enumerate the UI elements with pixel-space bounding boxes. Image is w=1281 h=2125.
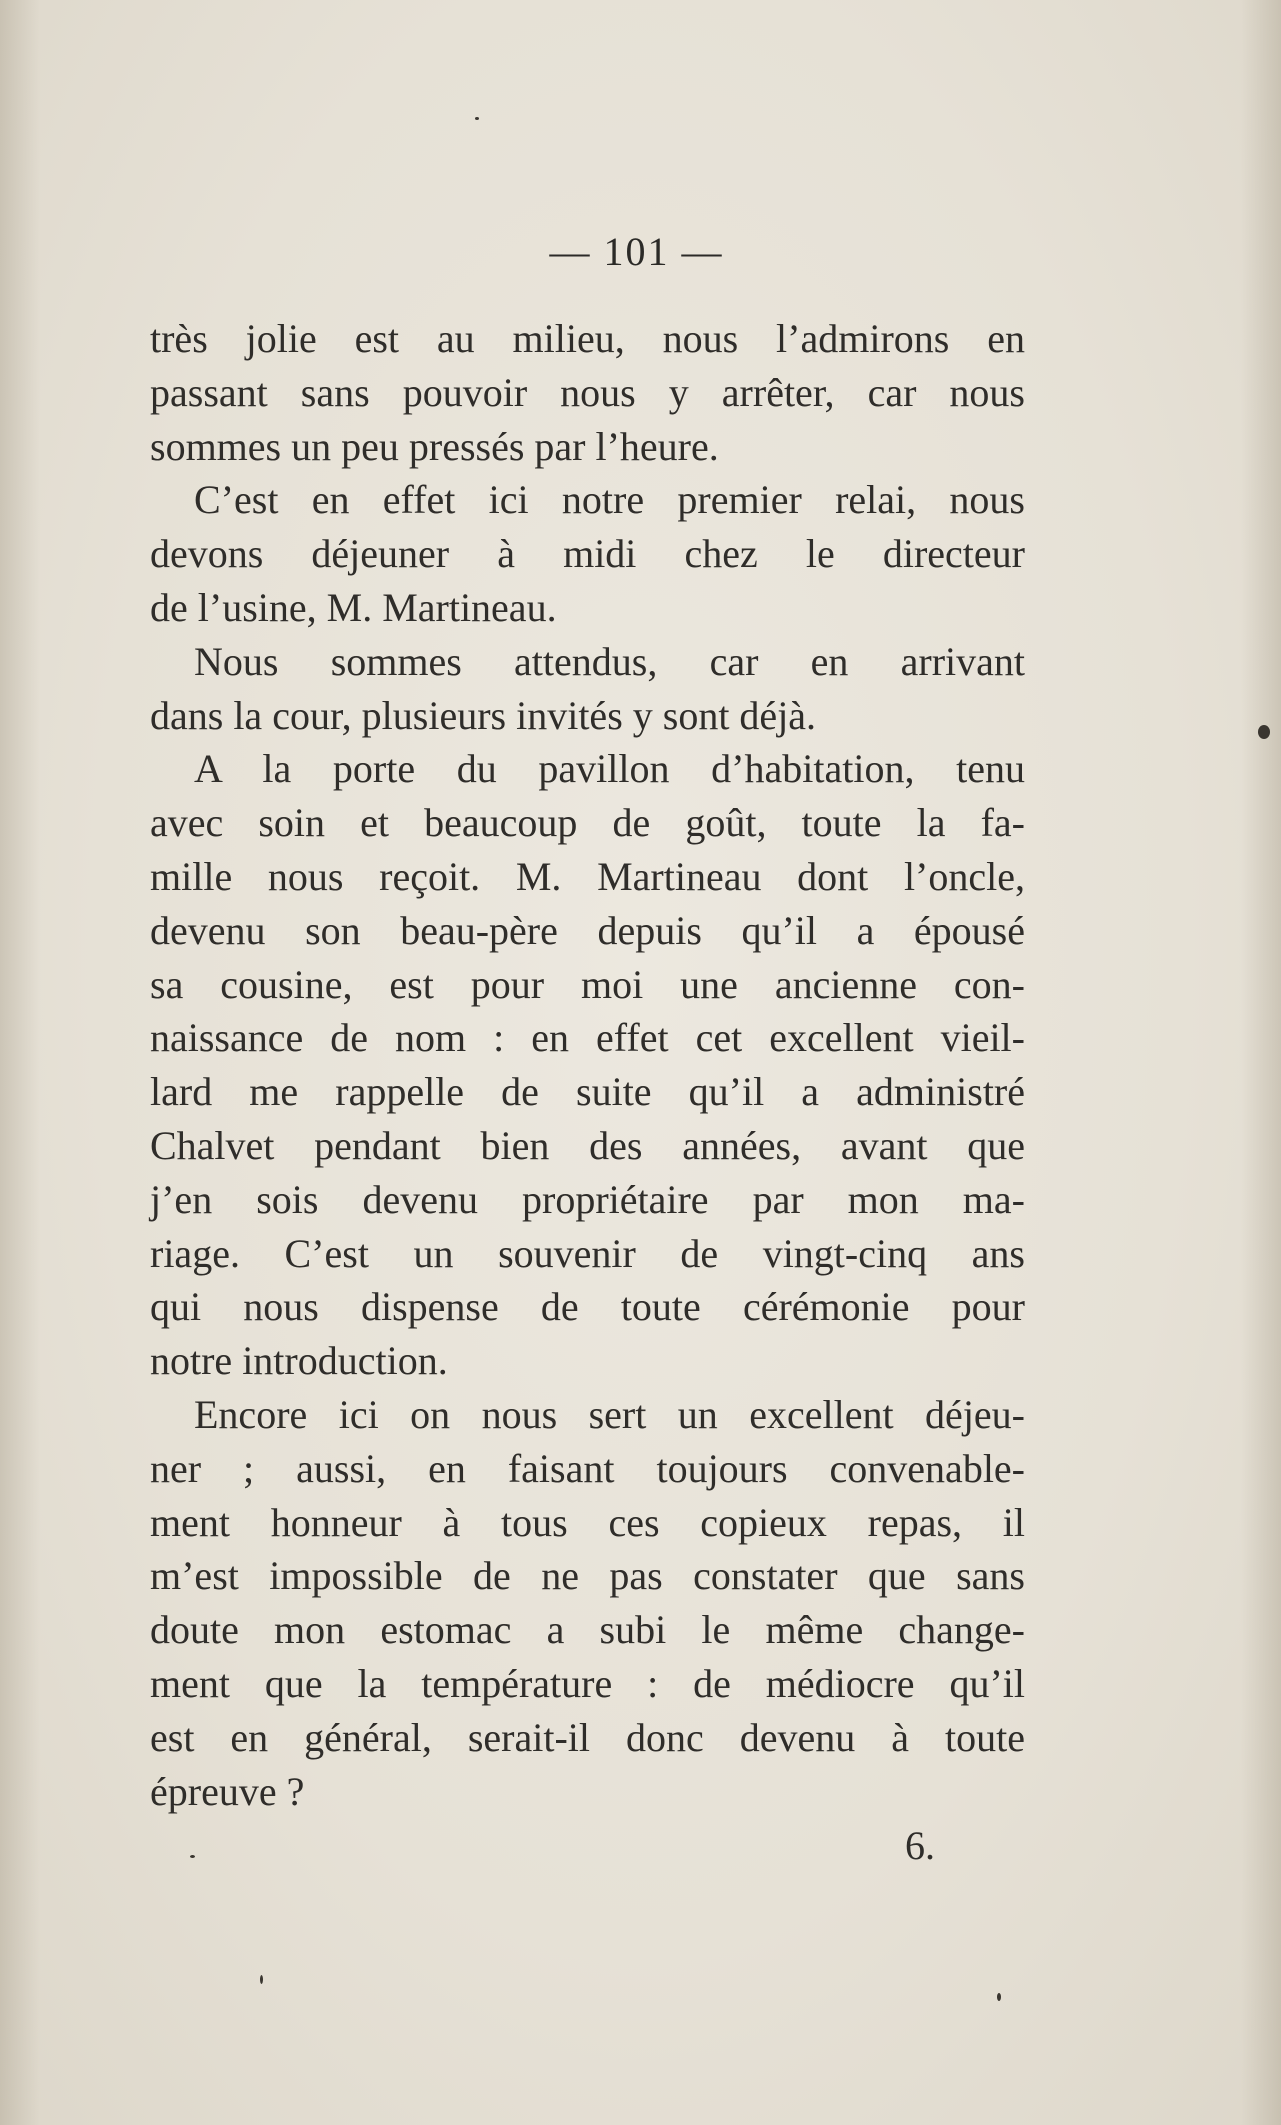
- text-line: ment honneur à tous ces copieux repas, il: [150, 1499, 1025, 1545]
- text-line: devons déjeuner à midi chez le directeur: [150, 531, 1025, 577]
- text-line: ner ; aussi, en faisant toujours convenable-: [150, 1445, 1025, 1491]
- text-line: naissance de nom : en effet cet excellent vieil-: [150, 1015, 1025, 1061]
- paper-speck: [190, 1855, 195, 1858]
- page-left-edge: [0, 0, 40, 2125]
- text-line: passant sans pouvoir nous y arrêter, car nous: [150, 369, 1025, 415]
- text-line: épreuve ?: [150, 1768, 305, 1814]
- text-line: j’en sois devenu propriétaire par mon ma-: [150, 1176, 1025, 1222]
- signature-mark: 6.: [905, 1823, 935, 1868]
- text-line: Chalvet pendant bien des années, avant que: [150, 1122, 1025, 1168]
- text-line: sa cousine, est pour moi une ancienne con-: [150, 961, 1025, 1007]
- text-line: de l’usine, M. Martineau.: [150, 584, 557, 630]
- page-number: [0, 228, 1281, 275]
- text-line: dans la cour, plusieurs invités y sont déjà.: [150, 692, 817, 738]
- text-line: avec soin et beaucoup de goût, toute la fa-: [150, 800, 1025, 846]
- text-line: sommes un peu pressés par l’heure.: [150, 423, 719, 469]
- text-line: riage. C’est un souvenir de vingt-cinq ans: [150, 1230, 1025, 1276]
- text-line: Encore ici on nous sert un excellent déjeu-: [194, 1391, 1025, 1437]
- text-line: doute mon estomac a subi le même change-: [150, 1607, 1025, 1653]
- text-line: ment que la température : de médiocre qu’il: [150, 1660, 1025, 1706]
- page-right-edge: [1241, 0, 1281, 2125]
- text-line: A la porte du pavillon d’habitation, tenu: [194, 746, 1025, 792]
- text-line: notre introduction.: [150, 1338, 448, 1384]
- paper-speck: [1258, 725, 1270, 739]
- text-line: C’est en effet ici notre premier relai, nous: [194, 477, 1025, 523]
- paper-speck: [260, 1975, 263, 1984]
- text-line: très jolie est au milieu, nous l’admirons en: [150, 316, 1025, 361]
- paper-speck: [475, 117, 479, 120]
- page-number-text: — 101 —: [549, 229, 724, 274]
- text-line: Nous sommes attendus, car en arrivant: [194, 638, 1025, 684]
- text-line: mille nous reçoit. M. Martineau dont l’oncle,: [150, 853, 1025, 899]
- text-line: lard me rappelle de suite qu’il a administré: [150, 1069, 1025, 1115]
- paper-speck: [997, 1993, 1001, 2001]
- body-text: [150, 312, 1025, 1818]
- text-line: est en général, serait-il donc devenu à toute: [150, 1714, 1025, 1760]
- text-line: qui nous dispense de toute cérémonie pour: [150, 1284, 1025, 1330]
- text-line: m’est impossible de ne pas constater que sans: [150, 1553, 1025, 1599]
- text-line: devenu son beau-père depuis qu’il a épousé: [150, 907, 1025, 953]
